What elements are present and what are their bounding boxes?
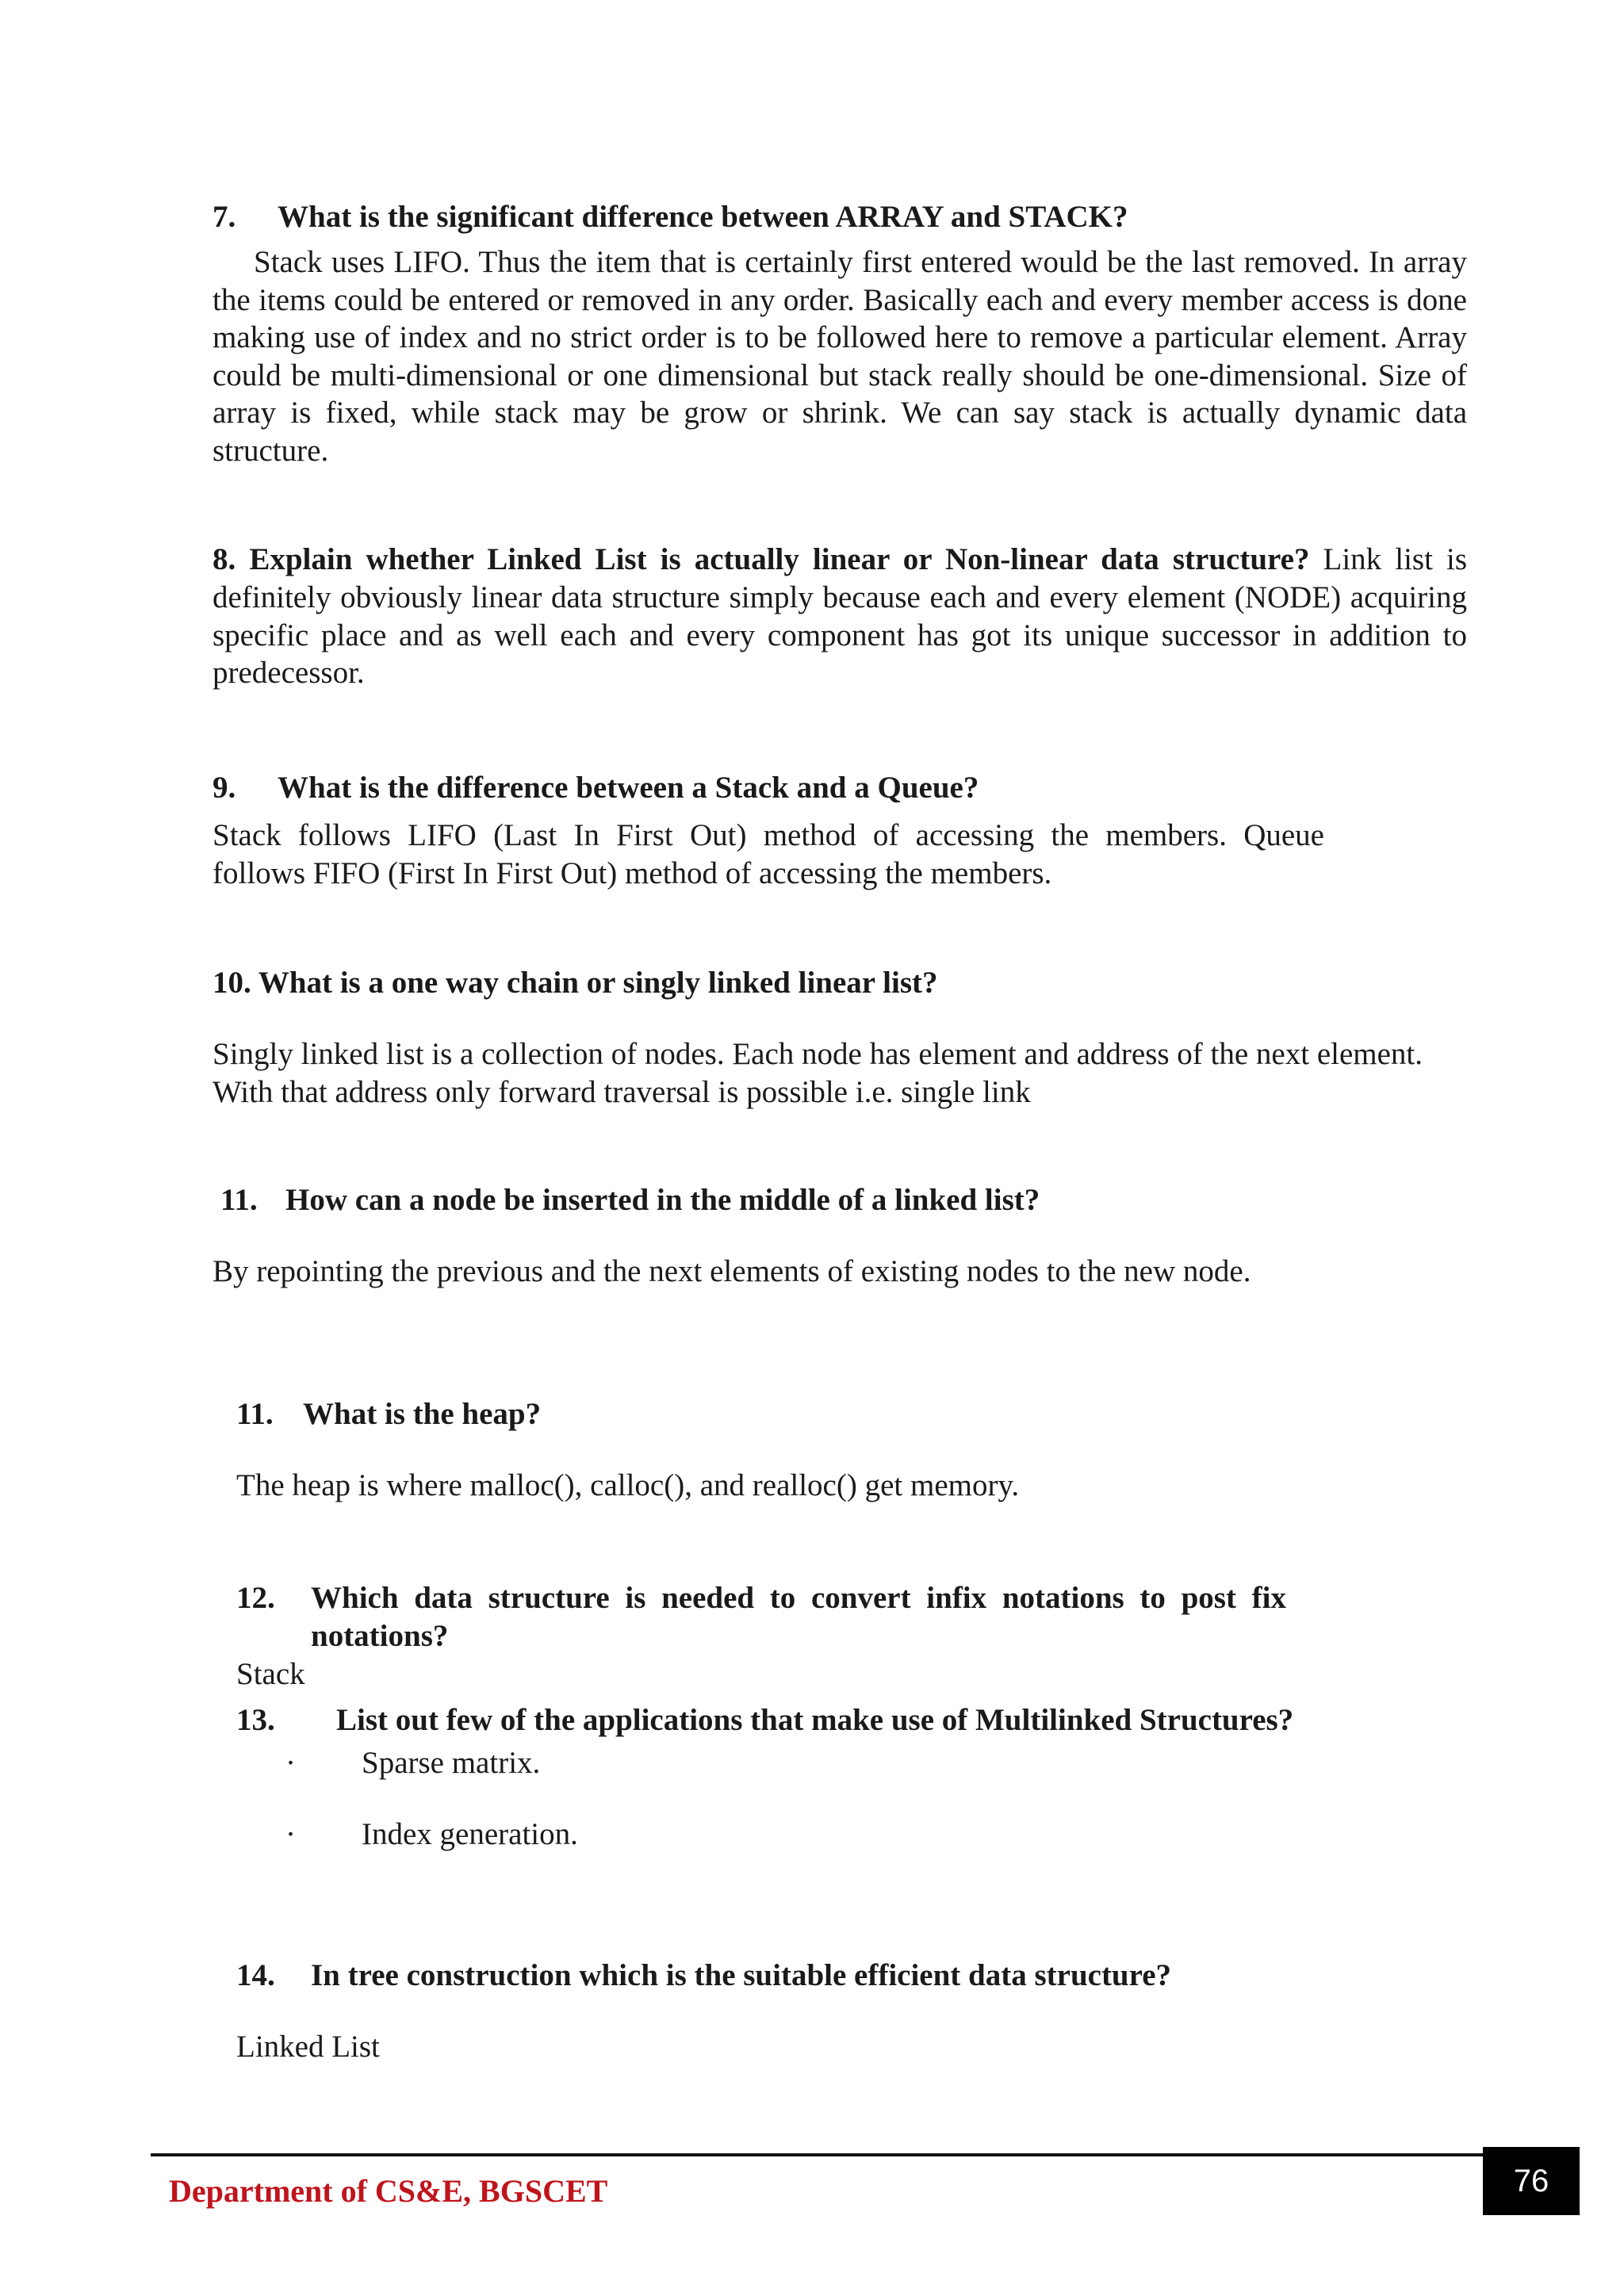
- question-13-number: 13.: [236, 1703, 275, 1737]
- bullet-icon: ·: [285, 1746, 296, 1780]
- question-7-heading: [213, 198, 1481, 236]
- question-9-title: What is the difference between a Stack and a Queue?: [278, 771, 979, 805]
- question-11b-title: What is the heap?: [303, 1397, 542, 1431]
- footer-divider: [151, 2153, 1578, 2156]
- question-11a-title: How can a node be inserted in the middle of a linked list?: [285, 1183, 1040, 1217]
- question-12-title-line-2: notations?: [311, 1619, 449, 1653]
- question-12-answer: Stack: [236, 1657, 305, 1691]
- question-9-answer-line-1: Stack follows LIFO (Last In First Out) method of accessing the members. Queue: [213, 818, 1324, 852]
- question-10-answer: [213, 1035, 1481, 1111]
- question-11a-answer: By repointing the previous and the next elements of existing nodes to the new node.: [213, 1254, 1251, 1288]
- question-13-list: [236, 1744, 1188, 1863]
- bullet-icon: ·: [285, 1817, 296, 1851]
- question-13-heading: [236, 1701, 1505, 1739]
- list-item-text: Sparse matrix.: [362, 1746, 541, 1780]
- question-7-title: What is the significant difference between ARRAY and STACK?: [278, 200, 1128, 234]
- question-9-number: 9.: [213, 771, 236, 805]
- question-14-title: In tree construction which is the suitable efficient data structure?: [311, 1958, 1172, 1992]
- question-10-answer-line-2: With that address only forward traversal is possible i.e. single link: [213, 1074, 1031, 1109]
- footer-department: Department of CS&E, BGSCET: [169, 2173, 608, 2209]
- question-7-answer: Stack uses LIFO. Thus the item that is certainly first entered would be the last removed. In array the items could be entered or removed in any order. Basically each and every member access is done making use of index and no strict order is to be followed here to remove a particular element. Array could be multi-dimensional or one dimensional but stack really should be one-dimensional. Size of array is fixed, while stack may be grow or shrink. We can say stack is actually dynamic data structure.: [213, 245, 1467, 468]
- page-number: 76: [1513, 2163, 1549, 2198]
- question-8-paragraph: [213, 541, 1467, 692]
- question-12-title-line-1: Which data structure is needed to convert infix notations to post fix: [311, 1581, 1286, 1615]
- question-13-title: List out few of the applications that make use of Multilinked Structures?: [336, 1703, 1294, 1737]
- question-14-number: 14.: [236, 1958, 275, 1992]
- question-11a-heading: [220, 1181, 1489, 1219]
- question-8-title: 8. Explain whether Linked List is actually linear or Non-linear data structure?: [213, 542, 1310, 576]
- question-12-number: 12.: [236, 1581, 275, 1615]
- question-7-number: 7.: [213, 200, 236, 234]
- question-11b-heading: [236, 1395, 1505, 1433]
- question-10-answer-line-1: Singly linked list is a collection of nodes. Each node has element and address of the next element.: [213, 1037, 1423, 1071]
- question-9-heading: [213, 769, 1481, 807]
- page-number-badge: [1483, 2147, 1580, 2215]
- question-9-answer-line-2: follows FIFO (First In First Out) method of accessing the members.: [213, 855, 1052, 890]
- question-11b-answer: The heap is where malloc(), calloc(), and realloc() get memory.: [236, 1468, 1020, 1502]
- question-10-heading: 10. What is a one way chain or singly linked linear list?: [213, 966, 938, 1000]
- question-14-heading: [236, 1957, 1505, 1995]
- question-9-answer: [213, 817, 1481, 892]
- question-12-heading: [236, 1579, 1505, 1655]
- question-14-answer: Linked List: [236, 2030, 380, 2064]
- question-11a-number: 11.: [220, 1183, 258, 1217]
- question-8-answer: Link list is definitely obviously linear data structure simply because each and every element (NODE) acquiring specific place and as well each and every component has got its unique successor in addition to predecessor.: [213, 542, 1468, 690]
- question-11b-number: 11.: [236, 1397, 274, 1431]
- list-item-text: Index generation.: [362, 1817, 578, 1851]
